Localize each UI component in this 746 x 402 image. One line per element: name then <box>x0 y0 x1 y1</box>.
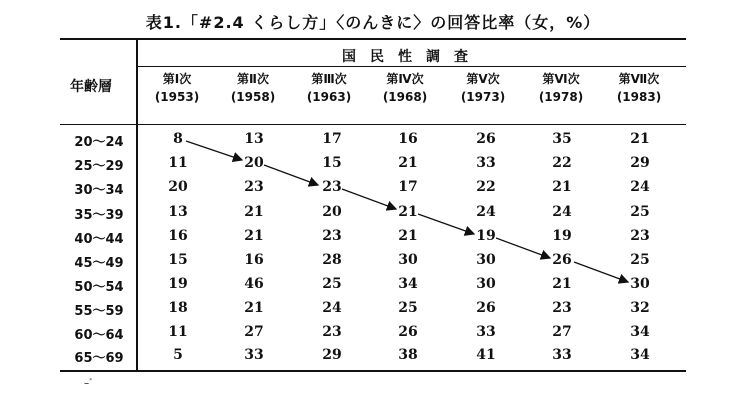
cell: 26 <box>476 131 496 147</box>
table-title: 表1.「#2.4 くらし方」〈のんきに〉の回答比率（女，%） <box>145 13 601 32</box>
age-label: 60～64 <box>74 328 124 343</box>
age-label: 55～59 <box>74 304 124 319</box>
cell: 34 <box>630 324 650 340</box>
column-header-3: 第Ⅲ次 (1963) <box>306 72 352 104</box>
cell: 13 <box>168 204 188 220</box>
age-label: 30～34 <box>74 183 124 198</box>
age-label: 45～49 <box>74 256 124 271</box>
cell: 16 <box>168 228 188 244</box>
cell: 25 <box>630 204 650 220</box>
cell: 32 <box>630 300 650 316</box>
column-header-2: 第Ⅱ次 (1958) <box>230 72 276 104</box>
cell: 8 <box>173 131 183 147</box>
cell: 17 <box>398 179 418 195</box>
cell: 46 <box>244 276 264 292</box>
cell: 29 <box>630 155 650 171</box>
cohort-arrow <box>418 214 474 234</box>
age-label: 35～39 <box>74 208 124 223</box>
cell: 21 <box>552 276 572 292</box>
group-header-label: 国民性調査 <box>342 49 482 65</box>
cell: 19 <box>476 228 496 244</box>
column-header-6: 第Ⅵ次 (1978) <box>538 72 584 104</box>
age-label: 20～24 <box>74 135 124 150</box>
column-header-1: 第Ⅰ次 (1953) <box>154 72 200 104</box>
cell: 16 <box>244 252 264 268</box>
cell: 25 <box>630 252 650 268</box>
cell: 19 <box>168 276 188 292</box>
cell: 24 <box>322 300 342 316</box>
cell: 19 <box>552 228 572 244</box>
cell: 26 <box>398 324 418 340</box>
cell: 21 <box>630 131 650 147</box>
cell: 34 <box>398 276 418 292</box>
cohort-arrow <box>264 165 318 185</box>
cell: 22 <box>552 155 572 171</box>
cell: 27 <box>244 324 264 340</box>
cell: 33 <box>552 347 572 363</box>
cell: 27 <box>552 324 572 340</box>
cell: 30 <box>398 252 418 268</box>
cell: 33 <box>476 155 496 171</box>
column-header-5: 第Ⅴ次 (1973) <box>460 72 506 104</box>
cell: 20 <box>244 155 264 171</box>
cohort-arrow <box>342 189 396 209</box>
cell: 26 <box>552 252 572 268</box>
cell: 24 <box>476 204 496 220</box>
cell: 21 <box>552 179 572 195</box>
age-label: 50～54 <box>74 280 124 295</box>
cell: 24 <box>552 204 572 220</box>
cell: 23 <box>244 179 264 195</box>
cell: 22 <box>476 179 496 195</box>
cell: 18 <box>168 300 188 316</box>
cell: 30 <box>476 252 496 268</box>
cell: 15 <box>322 155 342 171</box>
cell: 11 <box>168 155 188 171</box>
cell: 24 <box>630 179 650 195</box>
cell: 21 <box>398 228 418 244</box>
cell: 30 <box>476 276 496 292</box>
cell: 21 <box>244 300 264 316</box>
cell: 25 <box>398 300 418 316</box>
cell: 13 <box>244 131 264 147</box>
column-header-7: 第Ⅶ次 (1983) <box>616 72 662 104</box>
cell: 26 <box>476 300 496 316</box>
cell: 38 <box>398 347 418 363</box>
cell: 23 <box>322 324 342 340</box>
cell: 23 <box>552 300 572 316</box>
age-label: 25～29 <box>74 159 124 174</box>
cohort-arrow <box>186 141 242 160</box>
cell: 33 <box>476 324 496 340</box>
cell: 33 <box>244 347 264 363</box>
scan-artifact: ｰﾞ <box>84 379 94 390</box>
column-header-4: 第Ⅳ次 (1968) <box>382 72 428 104</box>
row-header-label: 年齢層 <box>70 79 112 95</box>
cell: 21 <box>244 204 264 220</box>
cell: 35 <box>552 131 572 147</box>
age-label: 65～69 <box>74 351 124 366</box>
cell: 5 <box>173 347 183 363</box>
cell: 17 <box>322 131 342 147</box>
cell: 20 <box>322 204 342 220</box>
cell: 25 <box>322 276 342 292</box>
cell: 21 <box>398 155 418 171</box>
cell: 23 <box>322 228 342 244</box>
cell: 30 <box>630 276 650 292</box>
cell: 20 <box>168 179 188 195</box>
cell: 23 <box>630 228 650 244</box>
cell: 41 <box>476 347 496 363</box>
cell: 21 <box>244 228 264 244</box>
cell: 21 <box>398 204 418 220</box>
cell: 29 <box>322 347 342 363</box>
cell: 28 <box>322 252 342 268</box>
cell: 15 <box>168 252 188 268</box>
cell: 16 <box>398 131 418 147</box>
cell: 23 <box>322 179 342 195</box>
cohort-arrow <box>574 262 628 282</box>
cohort-arrow <box>496 238 550 258</box>
cell: 11 <box>168 324 188 340</box>
cell: 34 <box>630 347 650 363</box>
age-label: 40～44 <box>74 232 124 247</box>
